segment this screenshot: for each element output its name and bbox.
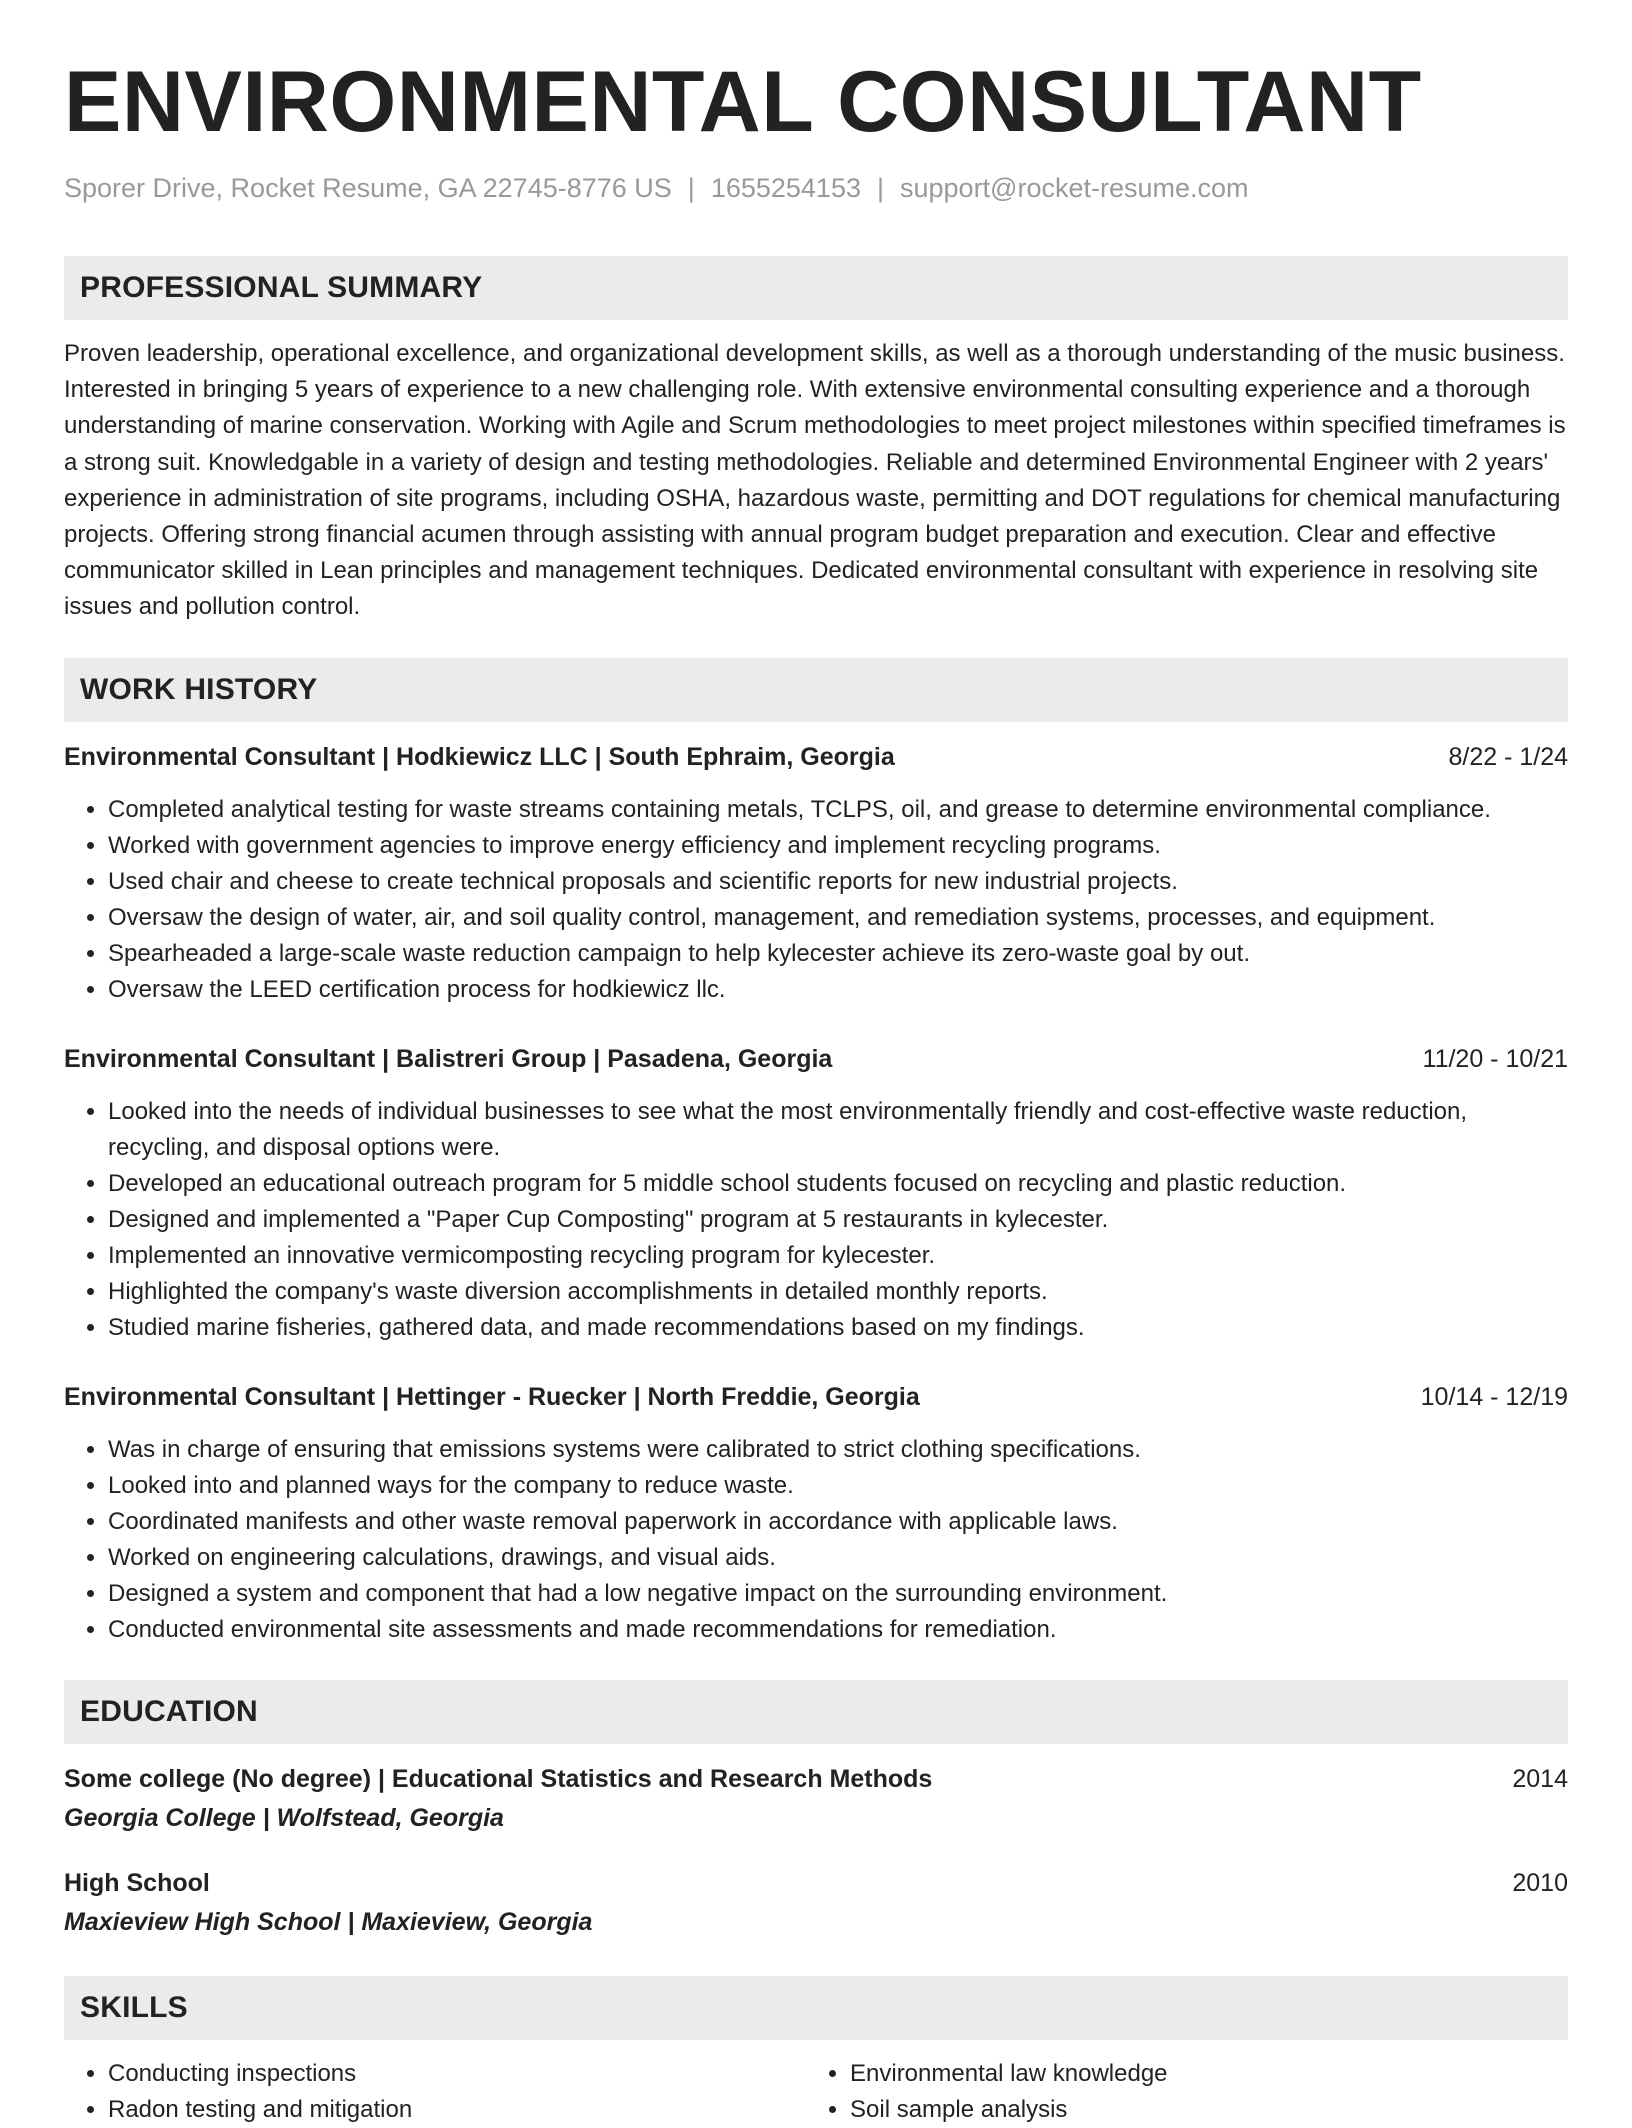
job-bullet: • Developed an educational outreach program for 5 middle school students focused on recycling and plastic reduction. <box>108 1166 1568 1202</box>
resume-page <box>64 52 1568 2128</box>
section-heading-education: EDUCATION <box>64 1680 1568 1744</box>
education-entry <box>64 1866 1568 1940</box>
job-bullets <box>64 792 1568 1008</box>
job-dates: 10/14 - 12/19 <box>1420 1382 1568 1411</box>
job-title: Environmental Consultant | Hettinger - Ruecker | North Freddie, Georgia <box>64 1382 920 1411</box>
skill-item: • Soil sample analysis <box>850 2092 1548 2128</box>
job-bullet: • Oversaw the LEED certification process for hodkiewicz llc. <box>108 972 1568 1008</box>
job-entry <box>64 1042 1568 1346</box>
section-heading-summary: PROFESSIONAL SUMMARY <box>64 256 1568 320</box>
education-header <box>64 1866 1568 1900</box>
education-entry <box>64 1762 1568 1836</box>
job-bullet: • Completed analytical testing for waste streams containing metals, TCLPS, oil, and grease to determine environmental compliance. <box>108 792 1568 828</box>
skill-item: • Environmental law knowledge <box>850 2056 1548 2092</box>
job-bullet: • Worked with government agencies to improve energy efficiency and implement recycling programs. <box>108 828 1568 864</box>
job-header <box>64 740 1568 774</box>
job-title: Environmental Consultant | Hodkiewicz LLC | South Ephraim, Georgia <box>64 742 895 771</box>
education-year: 2010 <box>1512 1868 1568 1897</box>
education-degree: High School <box>64 1868 210 1897</box>
job-bullet: • Used chair and cheese to create technical proposals and scientific reports for new industrial projects. <box>108 864 1568 900</box>
contact-line <box>64 170 1568 206</box>
skill-item: • Radon testing and mitigation <box>108 2092 806 2128</box>
job-bullet: • Looked into and planned ways for the company to reduce waste. <box>108 1468 1568 1504</box>
job-dates: 8/22 - 1/24 <box>1448 742 1568 771</box>
section-heading-work-history: WORK HISTORY <box>64 658 1568 722</box>
contact-phone: 1655254153 <box>710 173 861 203</box>
contact-separator: | <box>876 173 884 203</box>
education-school: Maxieview High School | Maxieview, Georgia <box>64 1907 593 1936</box>
contact-address: Sporer Drive, Rocket Resume, GA 22745-8776 US <box>64 173 672 203</box>
contact-separator: | <box>687 173 695 203</box>
education-school: Georgia College | Wolfstead, Georgia <box>64 1803 504 1832</box>
job-bullet: • Designed and implemented a "Paper Cup Composting" program at 5 restaurants in kylecester. <box>108 1202 1568 1238</box>
job-bullet: • Designed a system and component that had a low negative impact on the surrounding environment. <box>108 1576 1568 1612</box>
education-year: 2014 <box>1512 1764 1568 1793</box>
job-bullet: • Spearheaded a large-scale waste reduction campaign to help kylecester achieve its zero-waste goal by out. <box>108 936 1568 972</box>
skills-list <box>64 2056 1568 2128</box>
education-header <box>64 1762 1568 1796</box>
job-bullets <box>64 1432 1568 1648</box>
summary-text: Proven leadership, operational excellence, and organizational development skills, as well as a thorough understanding of the music business. Interested in bringing 5 years of experience to a new challenging role. With extensive environmental consulting experience and a thorough understanding of marine conservation. Working with Agile and Scrum methodologies to meet project milestones within specified timeframes is a strong suit. Knowledgable in a variety of design and testing methodologies. Reliable and determined Environmental Engineer with 2 years' experience in administration of site programs, including OSHA, hazardous waste, permitting and DOT regulations for chemical manufacturing projects. Offering strong financial acumen through assisting with annual program budget preparation and execution. Clear and effective communicator skilled in Lean principles and management techniques. Dedicated environmental consultant with experience in resolving site issues and pollution control. <box>64 340 1566 621</box>
job-bullet: • Conducted environmental site assessments and made recommendations for remediation. <box>108 1612 1568 1648</box>
job-bullet: • Worked on engineering calculations, drawings, and visual aids. <box>108 1540 1568 1576</box>
education-degree: Some college (No degree) | Educational Statistics and Research Methods <box>64 1764 933 1793</box>
skills-column-left <box>64 2056 806 2128</box>
job-header <box>64 1042 1568 1076</box>
job-bullet: • Studied marine fisheries, gathered data, and made recommendations based on my findings. <box>108 1310 1568 1346</box>
job-entry <box>64 1380 1568 1648</box>
job-header <box>64 1380 1568 1414</box>
job-dates: 11/20 - 10/21 <box>1422 1044 1568 1073</box>
skills-column-right <box>806 2056 1548 2128</box>
skill-item: • Conducting inspections <box>108 2056 806 2092</box>
job-bullet: • Was in charge of ensuring that emissions systems were calibrated to strict clothing specifications. <box>108 1432 1568 1468</box>
job-bullet: • Highlighted the company's waste diversion accomplishments in detailed monthly reports. <box>108 1274 1568 1310</box>
resume-name: ENVIRONMENTAL CONSULTANT <box>64 54 1422 150</box>
job-bullets <box>64 1094 1568 1346</box>
job-bullet: • Coordinated manifests and other waste removal paperwork in accordance with applicable laws. <box>108 1504 1568 1540</box>
job-entry <box>64 740 1568 1008</box>
job-bullet: • Implemented an innovative vermicomposting recycling program for kylecester. <box>108 1238 1568 1274</box>
section-heading-skills: SKILLS <box>64 1976 1568 2040</box>
contact-email: support@rocket-resume.com <box>900 173 1249 203</box>
job-bullet: • Looked into the needs of individual businesses to see what the most environmentally friendly and cost-effective waste reduction, recycling, and disposal options were. <box>108 1094 1568 1166</box>
job-bullet: • Oversaw the design of water, air, and soil quality control, management, and remediation systems, processes, and equipment. <box>108 900 1568 936</box>
job-title: Environmental Consultant | Balistreri Group | Pasadena, Georgia <box>64 1044 833 1073</box>
